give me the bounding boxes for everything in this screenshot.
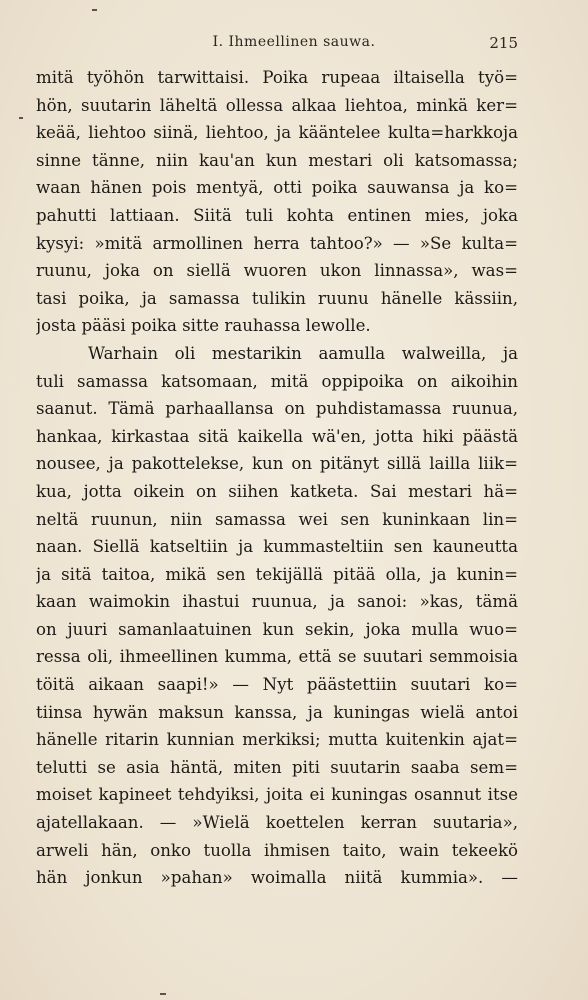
text-line: keää, liehtoo siinä, liehtoo, ja kääntelee kulta=harkkoja — [36, 123, 518, 143]
text-line: arweli hän, onko tuolla ihmisen taito, wain tekeekö — [36, 840, 518, 860]
text-line: tuli samassa katsomaan, mitä oppipoika on aikoihin — [36, 371, 518, 391]
text-line: telutti se asia häntä, miten piti suutarin saaba sem= — [36, 757, 518, 777]
text-line: ressa oli, ihmeellinen kumma, että se suutari semmoisia — [36, 647, 518, 667]
text-line: kysyi: »mitä armollinen herra tahtoo?» — »Se kulta= — [36, 233, 518, 253]
text-line: tiinsa hywän maksun kanssa, ja kuningas wielä antoi — [36, 702, 518, 722]
text-line: saanut. Tämä parhaallansa on puhdistamassa ruunua, — [36, 399, 518, 419]
print-speck — [19, 117, 23, 119]
text-line: neltä ruunun, niin samassa wei sen kuninkaan lin= — [36, 509, 518, 529]
page-number: 215 — [489, 34, 518, 52]
page-header — [0, 34, 588, 54]
text-line: hankaa, kirkastaa sitä kaikella wä'en, jotta hiki päästä — [36, 426, 518, 446]
text-line: hänelle ritarin kunnian merkiksi; mutta kuitenkin ajat= — [36, 730, 518, 750]
text-line: hön, suutarin läheltä ollessa alkaa liehtoa, minkä ker= — [36, 95, 518, 115]
text-line: ruunu, joka on siellä wuoren ukon linnassa», was= — [36, 261, 518, 281]
text-line: mitä työhön tarwittaisi. Poika rupeaa iltaisella työ= — [36, 68, 518, 87]
running-head: I. Ihmeellinen sauwa. — [212, 34, 376, 50]
text-line: moiset kapineet tehdyiksi, joita ei kuningas osannut itse — [36, 785, 518, 805]
text-line: tasi poika, ja samassa tulikin ruunu hänelle kässiin, — [36, 288, 518, 308]
text-line: hän jonkun »pahan» woimalla niitä kummia». — — [36, 868, 518, 888]
text-line: ajatellakaan. — »Wielä koettelen kerran suutaria», — [36, 813, 518, 833]
print-speck — [160, 993, 166, 995]
print-speck — [92, 9, 97, 11]
text-line: kua, jotta oikein on siihen katketa. Sai mestari hä= — [36, 481, 518, 501]
text-line: töitä aikaan saapi!» — Nyt päästettiin suutari ko= — [36, 675, 518, 695]
text-line: on juuri samanlaatuinen kun sekin, joka mulla wuo= — [36, 619, 518, 639]
text-line: waan hänen pois mentyä, otti poika sauwansa ja ko= — [36, 178, 518, 198]
text-line: naan. Siellä katseltiin ja kummasteltiin sen kauneutta — [36, 537, 518, 557]
text-line: josta pääsi poika sitte rauhassa lewolle. — [36, 316, 371, 336]
text-line: ja sitä taitoa, mikä sen tekijällä pitää olla, ja kunin= — [36, 564, 518, 584]
text-line: nousee, ja pakottelekse, kun on pitänyt sillä lailla liik= — [36, 454, 518, 474]
body-text — [36, 64, 518, 892]
text-line: Warhain oli mestarikin aamulla walweilla, ja — [88, 343, 518, 363]
text-line: pahutti lattiaan. Siitä tuli kohta entinen mies, joka — [36, 205, 518, 225]
text-line: sinne tänne, niin kau'an kun mestari oli katsomassa; — [36, 150, 518, 170]
text-line: kaan waimokin ihastui ruunua, ja sanoi: »kas, tämä — [36, 592, 518, 612]
